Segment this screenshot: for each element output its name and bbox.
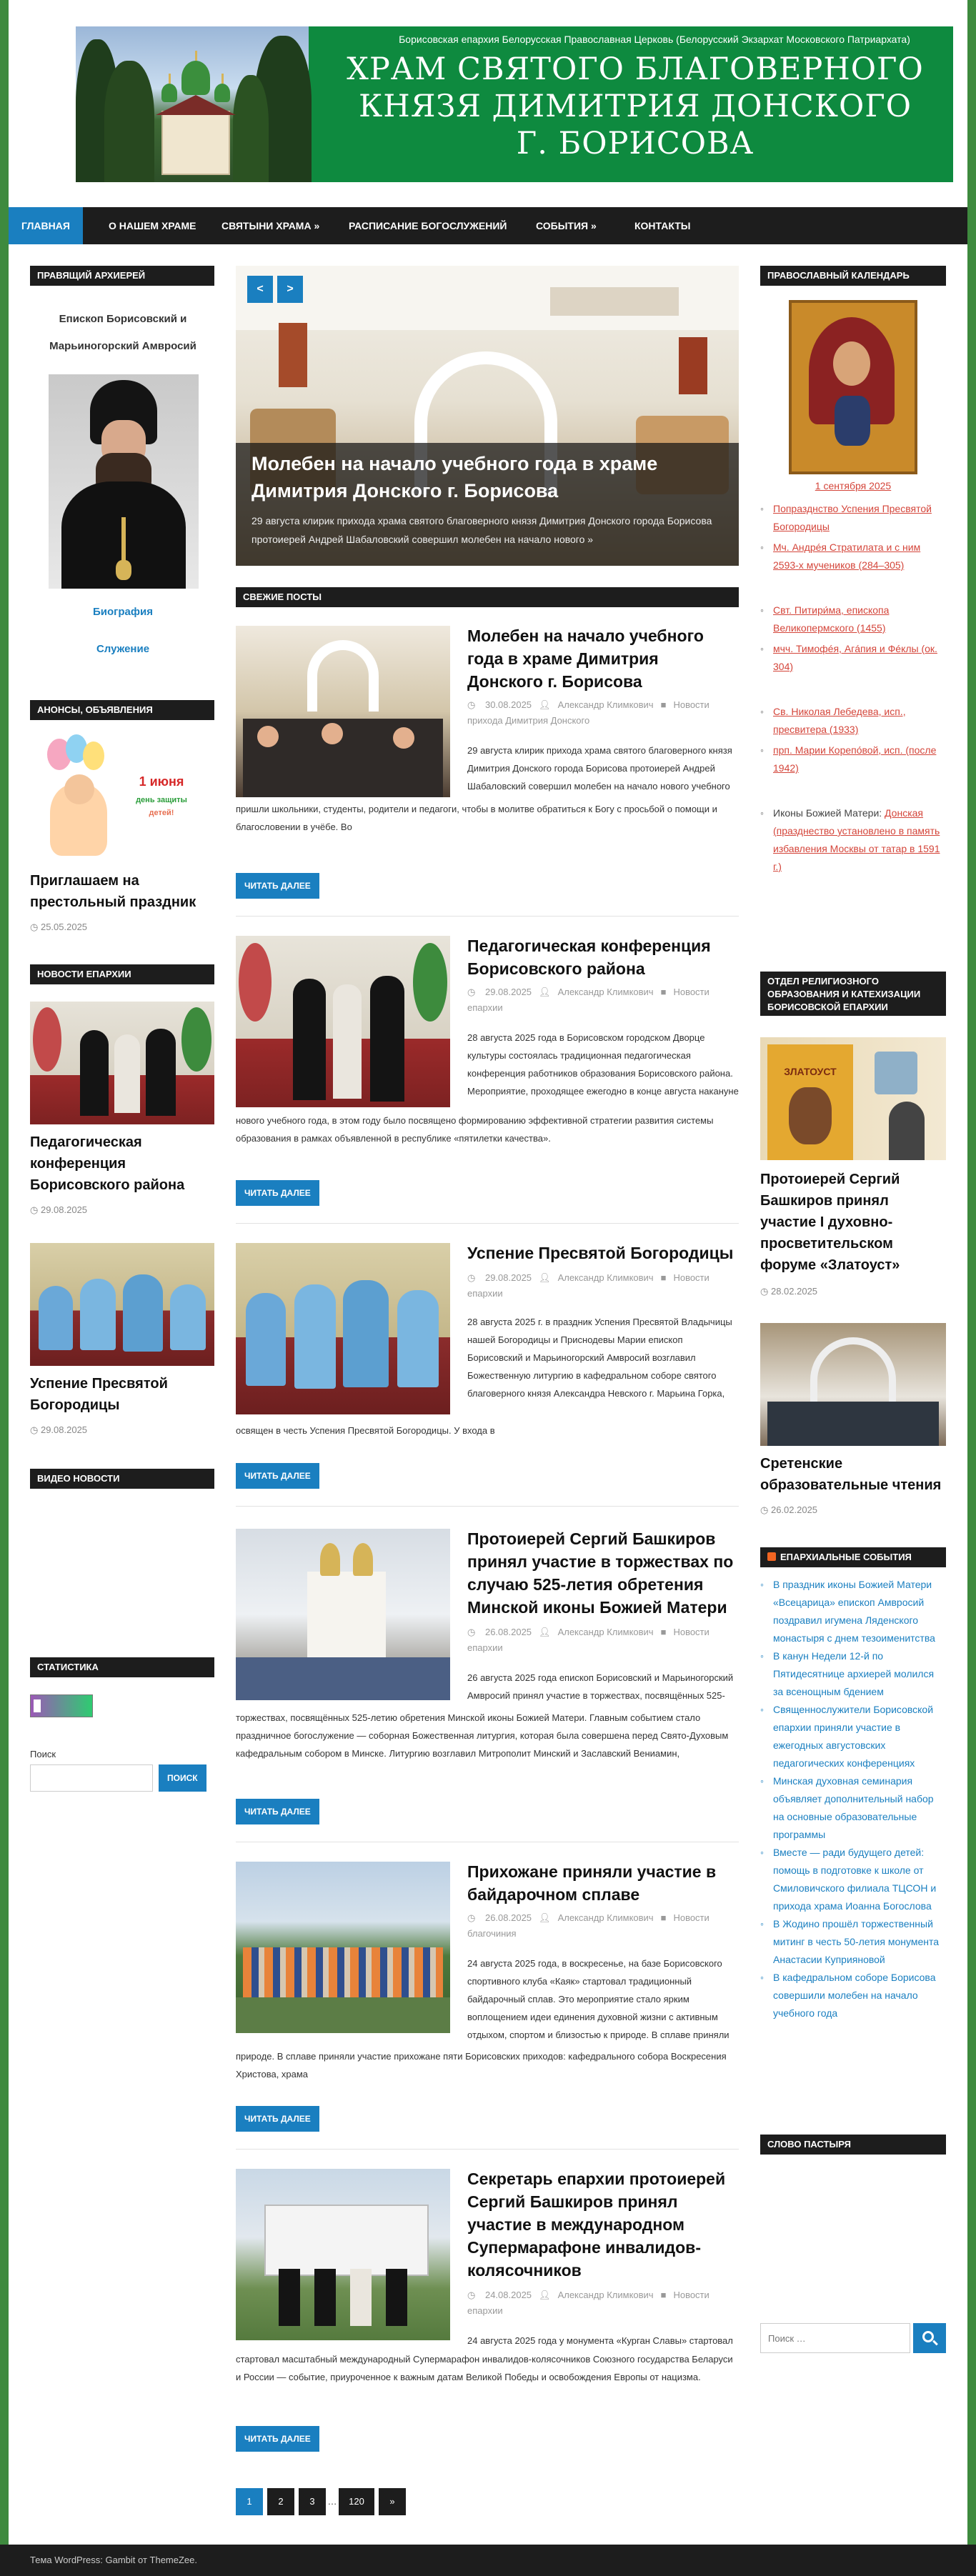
event-item[interactable]: ◦ В праздник иконы Божией Матери «Всецарица» епископ Амвросий поздравил игумена Ляденского монастыря с днем тезоименитства [760, 1576, 946, 1647]
widget-header-fresh-posts: СВЕЖИЕ ПОСТЫ [236, 587, 739, 607]
calendar-item[interactable]: ◦ Св. Николая Лебедева, исп., пресвитера (1933) [760, 703, 946, 739]
event-item[interactable]: ◦ В канун Недели 12-й по Пятидесятнице архиерей молился за всенощным бдением [760, 1647, 946, 1701]
clock-icon: ◷ [467, 987, 476, 997]
read-more-button[interactable]: ЧИТАТЬ ДАЛЕЕ [236, 873, 319, 899]
slider-text: 29 августа клирик прихода храма святого благоверного князя Димитрия Донского города Борисова протоиерей Андрей Шабаловский совершил молебен на начало нового » [252, 515, 712, 545]
post-separator [236, 1506, 739, 1507]
post-separator [236, 2149, 739, 2150]
main-nav [9, 207, 967, 244]
news-date: ◷ 29.08.2025 [30, 1204, 88, 1215]
event-item[interactable]: ◦ Минская духовная семинария объявляет дополнительный набор на основные образовательные программы [760, 1772, 946, 1844]
pagination-page-3[interactable]: 3 [299, 2488, 326, 2515]
nav-item-home[interactable]: ГЛАВНАЯ [9, 207, 83, 244]
calendar-item[interactable]: ◦ прп. Марии Корепо́вой, исп. (после 1942) [760, 742, 946, 777]
read-more-button[interactable]: ЧИТАТЬ ДАЛЕЕ [236, 1463, 319, 1489]
post-thumb[interactable] [236, 2169, 450, 2340]
post-excerpt-cont: пришли школьники, студенты, родители и педагоги, чтобы в молитве обратиться к Богу с просьбой о помощи и благословении в учёбе. Во [236, 804, 717, 832]
announcement-image[interactable] [40, 734, 206, 864]
widget-header-bishop: ПРАВЯЩИЙ АРХИЕРЕЙ [30, 266, 214, 286]
widget-header-video: ВИДЕО НОВОСТИ [30, 1469, 214, 1489]
post-thumb[interactable] [236, 936, 450, 1107]
widget-header-diocese-news: НОВОСТИ ЕПАРХИИ [30, 964, 214, 984]
banner-title [323, 51, 947, 162]
announcement-image-date: 1 июня [139, 774, 184, 789]
nav-item-contacts[interactable]: КОНТАКТЫ [634, 220, 691, 231]
pagination-page-2[interactable]: 2 [267, 2488, 294, 2515]
post-excerpt-cont: освящен в честь Успения Пресвятой Богородицы. У входа в [236, 1425, 495, 1436]
bishop-bio-link[interactable]: Биография [92, 606, 154, 618]
post-excerpt: 24 августа 2025 года у монумента «Курган Славы» стартовал [467, 2335, 733, 2346]
post-excerpt: 24 августа 2025 года, в воскресенье, на базе Борисовского спортивного клуба «Каяк» стартовал традиционный байдарочный сплав. Это мероприятие стало ярким воплощением идеи единения духовной жизни с активным отдыхом, спортом и близостью к природе. В сплаве приняли [467, 1958, 729, 2040]
widget-header-events: ЕПАРХИАЛЬНЫЕ СОБЫТИЯ [760, 1547, 946, 1567]
widget-header-pastor: СЛОВО ПАСТЫРЯ [760, 2135, 946, 2155]
post-thumb[interactable] [236, 1529, 450, 1700]
events-list [760, 1576, 946, 2022]
announcement-date: ◷ 25.05.2025 [30, 922, 88, 932]
left-search-button[interactable]: ПОИСК [159, 1764, 206, 1792]
clock-icon: ◷ [467, 1627, 476, 1637]
event-item[interactable]: ◦ Священнослужители Борисовской епархии приняли участие в ежегодных августовских педагогических конференциях [760, 1701, 946, 1772]
read-more-button[interactable]: ЧИТАТЬ ДАЛЕЕ [236, 1799, 319, 1824]
announcement-image-text: детей! [149, 809, 174, 817]
edu-date: ◷ 26.02.2025 [760, 1504, 818, 1515]
post-meta: ◷ 29.08.2025 👤︎ Александр Климкович ■ Новости епархии [467, 987, 709, 1013]
bishop-service-link[interactable]: Служение [96, 643, 150, 655]
post-excerpt-cont: природе. В сплаве приняли участие прихожане пяти Борисовских приходов: кафедрального собора Воскресения Христова, храма [236, 2051, 727, 2080]
post-title[interactable]: Педагогическая конференция Борисовского района [467, 937, 711, 978]
folder-icon: ■ [660, 699, 667, 710]
calendar-date[interactable]: 1 сентября 2025 [815, 480, 892, 491]
post-excerpt-cont: стартовал масштабный международный Супермарафон инвалидов-колясочников Союзного государства Беларуси и России — событие, приуроченное к важным датам Великой Победы и освобождения Европы от нацизма. [236, 2354, 733, 2382]
announcement-image-text: день защиты [136, 796, 187, 804]
post-separator [236, 1223, 739, 1224]
icon-image[interactable] [789, 300, 917, 474]
edu-title[interactable]: Сретенские образовательные чтения [760, 1456, 942, 1493]
search-icon[interactable] [913, 2323, 946, 2353]
clock-icon: ◷ [467, 699, 476, 710]
post-title[interactable]: Прихожане приняли участие в байдарочном сплаве [467, 1862, 717, 1904]
post-meta: ◷ 29.08.2025 👤︎ Александр Климкович ■ Новости епархии [467, 1272, 709, 1299]
post-thumb[interactable] [236, 1862, 450, 2033]
post-separator [236, 916, 739, 917]
post-excerpt: 29 августа клирик прихода храма святого благоверного князя Димитрия Донского города Борисова протоиерей Андрей Шабаловский совершил молебен на начало нового учебного [467, 745, 732, 792]
post-meta: ◷ 26.08.2025 👤︎ Александр Климкович ■ Новости благочиния [467, 1912, 709, 1939]
post-excerpt: 28 августа 2025 г. в праздник Успения Пресвятой Владычицы нашей Богородицы и Приснодевы Марии епископ Борисовский и Марьиногорский Амвросий возглавил Божественную литургию в кафедральном соборе святого благоверного князя Александра Невского г. Марьина Горка, [467, 1317, 732, 1399]
event-item[interactable]: ◦ Вместе — ради будущего детей: помощь в подготовке к школе от Смиловичского филиала ТЦСОН и прихода храма Иоанна Богослова [760, 1844, 946, 1915]
user-icon: 👤︎ [539, 1627, 551, 1637]
banner-title-line: КНЯЗЯ ДИМИТРИЯ ДОНСКОГО [358, 89, 912, 124]
clock-icon: ◷ [30, 1424, 41, 1435]
widget-header-education: ОТДЕЛ РЕЛИГИОЗНОГО ОБРАЗОВАНИЯ И КАТЕХИЗАЦИИ БОРИСОВСКОЙ ЕПАРХИИ [760, 972, 946, 1016]
edu-title[interactable]: Протоиерей Сергий Башкиров принял участие І духовно-просветительском форуме «Златоуст» [760, 1172, 900, 1273]
calendar-item-icon: ◦ Иконы Божией Матери: Донская (празднество установлено в память избавления Москвы от татар в 1591 г.) [760, 804, 946, 876]
search-label: Поиск [30, 1749, 56, 1759]
calendar-item[interactable]: ◦ Мч. Андрéя Стратилата и с ним 2593-х мучеников (284–305) [760, 539, 946, 574]
folder-icon: ■ [660, 1272, 667, 1283]
user-icon: 👤︎ [539, 1272, 551, 1283]
post-title[interactable]: Секретарь епархии протоиерей Сергий Башкиров принял участие в международном Супермарафоне инвалидов-колясочников [467, 2170, 726, 2280]
user-icon: 👤︎ [539, 987, 551, 997]
stats-counter[interactable] [30, 1694, 93, 1717]
clock-icon: ◷ [467, 1272, 476, 1283]
folder-icon: ■ [660, 987, 667, 997]
clock-icon: ◷ [760, 1504, 771, 1515]
clock-icon: ◷ [30, 1204, 41, 1215]
banner-title-line: Г. БОРИСОВА [516, 126, 755, 161]
banner-title-line: ХРАМ СВЯТОГО БЛАГОВЕРНОГО [347, 51, 924, 87]
folder-icon: ■ [660, 2290, 667, 2300]
nav-item-schedule[interactable]: РАСПИСАНИЕ БОГОСЛУЖЕНИЙ [349, 220, 507, 231]
post-excerpt-cont: нового учебного года, в этом году было посвящено формированию эффективной стратегии развития системы образования в рамках объявленной в республике «пятилетки качества». [236, 1115, 714, 1144]
calendar-item[interactable]: ◦ Свт. Питири́ма, епископа Великопермского (1455) [760, 601, 946, 637]
post-meta: ◷ 24.08.2025 👤︎ Александр Климкович ■ Новости епархии [467, 2290, 709, 2316]
announcement-title[interactable]: Приглашаем на престольный праздник [30, 873, 196, 910]
calendar-item[interactable]: ◦ Попразднство Успения Пресвятой Богородицы [760, 500, 946, 536]
pagination-ellipsis: … [327, 2496, 337, 2507]
news-date: ◷ 29.08.2025 [30, 1424, 88, 1435]
edu-date: ◷ 28.02.2025 [760, 1286, 818, 1297]
right-search-input[interactable] [760, 2323, 910, 2353]
slider-prev-button[interactable]: < [247, 276, 273, 303]
edu-thumb-text: ЗЛАТОУСТ [784, 1066, 837, 1077]
folder-icon: ■ [660, 1627, 667, 1637]
clock-icon: ◷ [30, 922, 41, 932]
post-excerpt: 26 августа 2025 года епископ Борисовский и Марьиногорский Амвросий принял участие в торжествах, посвящённых 525- [467, 1672, 734, 1701]
slider-title[interactable]: Молебен на начало учебного года в храме Димитрия Донского г. Борисова [252, 453, 658, 501]
folder-icon: ■ [660, 1912, 667, 1923]
left-search-input[interactable] [30, 1764, 153, 1792]
calendar-item[interactable]: ◦ мчч. Тимофéя, Агáпия и Фéклы (ок. 304) [760, 640, 946, 676]
post-meta: ◷ 26.08.2025 👤︎ Александр Климкович ■ Новости епархии [467, 1627, 709, 1653]
news-title[interactable]: Педагогическая конференция Борисовского района [30, 1134, 185, 1193]
clock-icon: ◷ [467, 1912, 476, 1923]
edu-thumb[interactable] [760, 1323, 946, 1446]
post-meta: ◷ 30.08.2025 👤︎ Александр Климкович ■ Новости прихода Димитрия Донского [467, 699, 709, 726]
widget-header-stats: СТАТИСТИКА [30, 1657, 214, 1677]
church-photo [76, 26, 309, 182]
edu-thumb[interactable] [760, 1037, 946, 1160]
clock-icon: ◷ [760, 1286, 771, 1297]
rss-icon [767, 1552, 776, 1561]
pagination-next-button[interactable]: » [379, 2488, 406, 2515]
widget-header-calendar: ПРАВОСЛАВНЫЙ КАЛЕНДАРЬ [760, 266, 946, 286]
read-more-button[interactable]: ЧИТАТЬ ДАЛЕЕ [236, 2106, 319, 2132]
user-icon: 👤︎ [539, 1912, 551, 1923]
page [9, 0, 967, 2545]
event-item[interactable]: ◦ В Жодино прошёл торжественный митинг в честь 50-летия монумента Анастасии Куприяновой [760, 1915, 946, 1969]
user-icon: 👤︎ [539, 699, 551, 710]
site-banner[interactable] [76, 26, 953, 182]
post-title[interactable]: Успение Пресвятой Богородицы [467, 1244, 734, 1262]
nav-item-about[interactable]: О НАШЕМ ХРАМЕ [109, 220, 196, 231]
post-title[interactable]: Протоиерей Сергий Башкиров принял участие в торжествах по случаю 525-летия обретения Минской иконы Божией Матери [467, 1529, 734, 1617]
slider-next-button[interactable]: > [277, 276, 303, 303]
calendar-list [760, 500, 946, 876]
read-more-button[interactable]: ЧИТАТЬ ДАЛЕЕ [236, 2426, 319, 2452]
news-title[interactable]: Успение Пресвятой Богородицы [30, 1376, 168, 1413]
nav-item-events[interactable]: СОБЫТИЯ » [536, 220, 597, 231]
nav-item-shrines[interactable]: СВЯТЫНИ ХРАМА » [221, 220, 320, 231]
user-icon: 👤︎ [539, 2290, 551, 2300]
footer: Тема WordPress: Gambit от ThemeZee. [0, 2545, 976, 2576]
post-thumb[interactable] [236, 626, 450, 797]
clock-icon: ◷ [467, 2290, 476, 2300]
news-thumb[interactable] [30, 1243, 214, 1366]
banner-subtitle: Борисовская епархия Белорусская Православная Церковь (Белорусский Экзархат Московского Патриархата) [399, 34, 910, 45]
event-item[interactable]: ◦ В кафедральном соборе Борисова совершили молебен на начало учебного года [760, 1969, 946, 2022]
post-excerpt: 28 августа 2025 года в Борисовском городском Дворце культуры состоялась традиционная педагогическая конференция работников образования Борисовского района. Мероприятие, проходящее ежегодно в конце августа накануне [467, 1032, 739, 1097]
post-thumb[interactable] [236, 1243, 450, 1414]
post-excerpt-cont: торжествах, посвящённых 525-летию обретения Минской иконы Божией Матери. Главным событием стало праздничное богослужение — соборная Божественная литургия, которая была совершена перед Свято-Духовым кафедральным собором в Минске. Литургию возглавил Митрополит Минский и Заславский Вениамин, [236, 1712, 729, 1759]
news-thumb[interactable] [30, 1002, 214, 1124]
read-more-button[interactable]: ЧИТАТЬ ДАЛЕЕ [236, 1180, 319, 1206]
pagination-page-last[interactable]: 120 [339, 2488, 374, 2515]
post-title[interactable]: Молебен на начало учебного года в храме Димитрия Донского г. Борисова [467, 626, 704, 691]
widget-header-announcements: АНОНСЫ, ОБЪЯВЛЕНИЯ [30, 700, 214, 720]
pagination-page-1[interactable]: 1 [236, 2488, 263, 2515]
bishop-portrait[interactable] [49, 374, 199, 589]
bishop-name: Епископ Борисовский и Марьиногорский Амвросий [49, 313, 196, 352]
